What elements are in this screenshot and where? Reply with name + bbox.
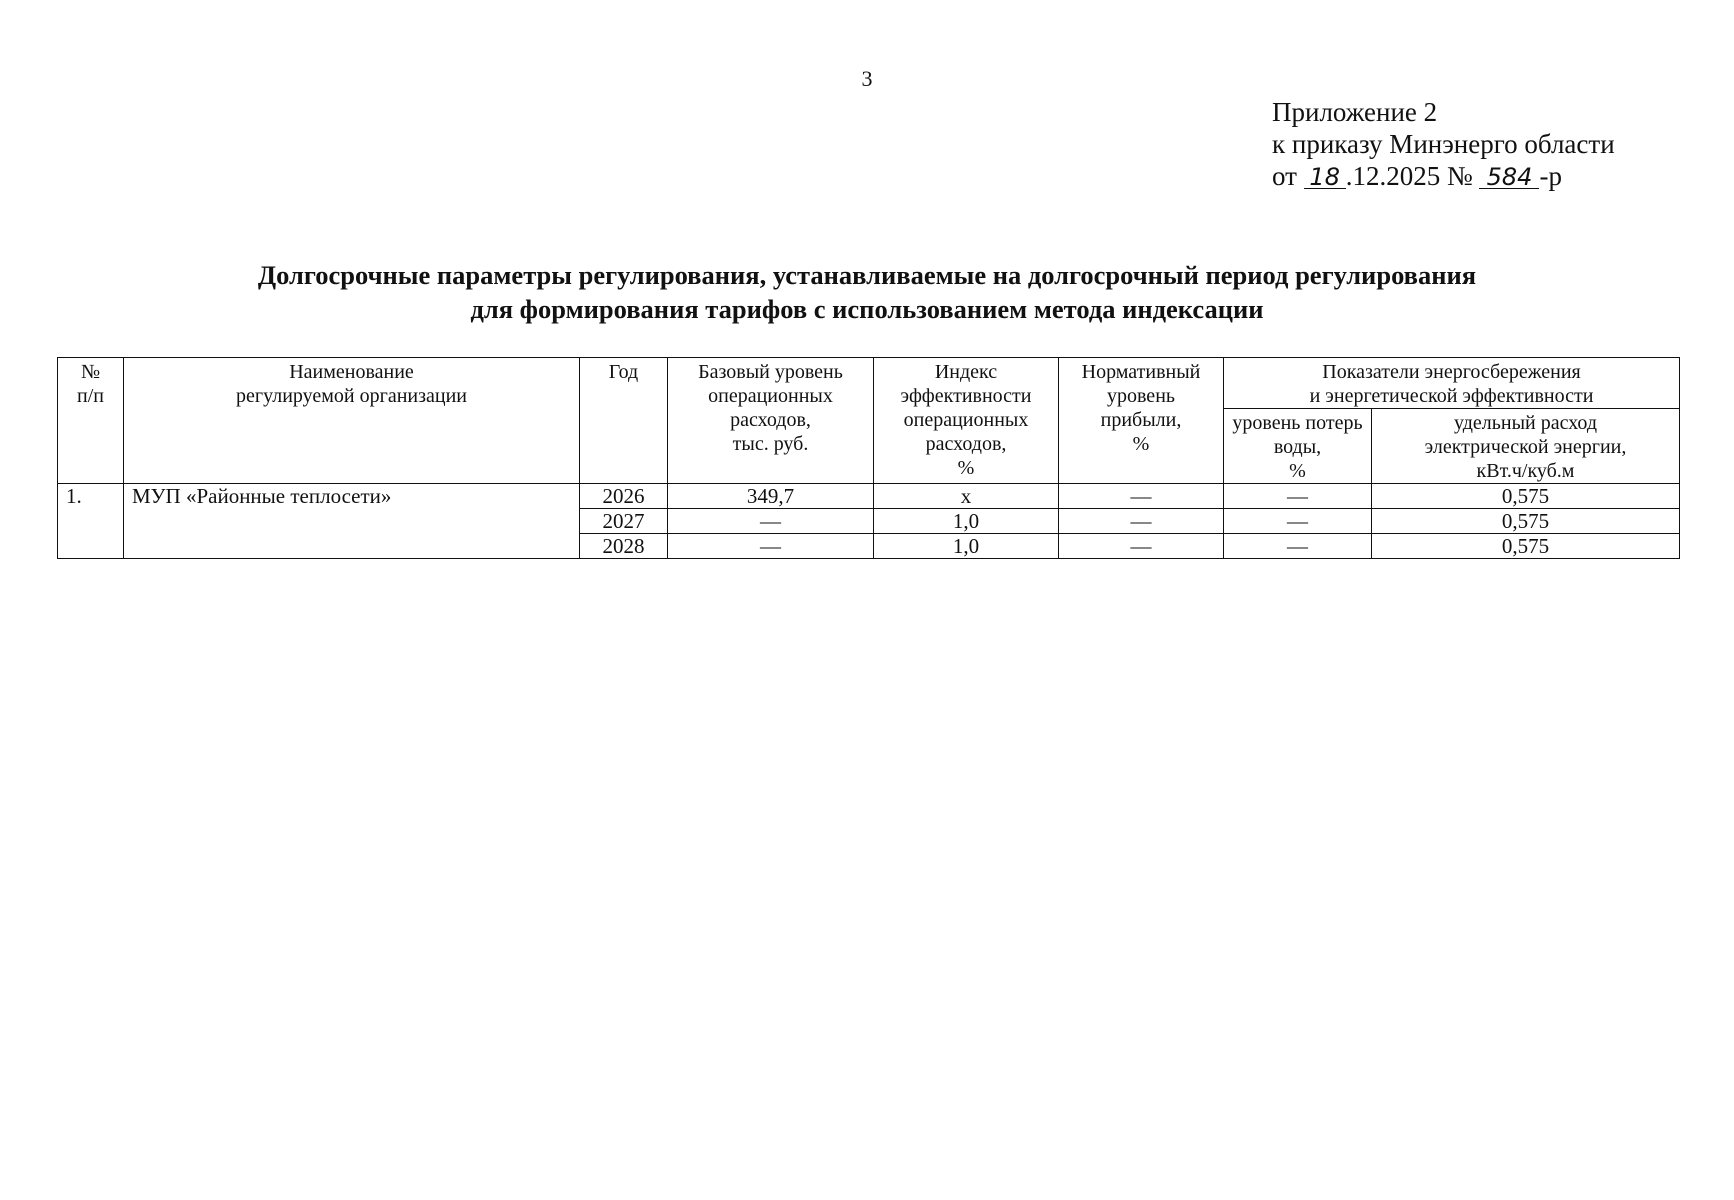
cell-power: 0,575	[1372, 534, 1680, 559]
cell-base: —	[668, 509, 874, 534]
order-suffix: -р	[1539, 161, 1562, 191]
title-line-1: Долгосрочные параметры регулирования, устанавливаемые на долгосрочный период регулирования	[257, 260, 1477, 290]
date-rest: .12.2025 №	[1345, 161, 1473, 191]
header-profit-level: Нормативный уровень прибыли, %	[1059, 358, 1224, 484]
parameters-table	[57, 357, 1680, 559]
appendix-block	[1272, 96, 1615, 192]
header-energy-group: Показатели энергосбережения и энергетической эффективности	[1224, 358, 1680, 409]
appendix-line-2: к приказу Минэнерго области	[1272, 129, 1615, 159]
header-base-level: Базовый уровень операционных расходов, тыс. руб.	[668, 358, 874, 484]
header-water-loss: уровень потерь воды, %	[1224, 409, 1372, 484]
cell-profit: —	[1059, 534, 1224, 559]
cell-org-name: МУП «Районные теплосети»	[124, 484, 580, 559]
cell-index: 1,0	[874, 509, 1059, 534]
cell-power: 0,575	[1372, 509, 1680, 534]
cell-base: —	[668, 534, 874, 559]
cell-loss: —	[1224, 534, 1372, 559]
header-org-name: Наименование регулируемой организации	[124, 358, 580, 484]
cell-power: 0,575	[1372, 484, 1680, 509]
handwritten-day: 18	[1304, 166, 1346, 189]
header-power-consumption: удельный расход электрической энергии, кВт.ч/куб.м	[1372, 409, 1680, 484]
cell-year: 2026	[580, 484, 668, 509]
cell-index: 1,0	[874, 534, 1059, 559]
title-line-2: для формирования тарифов с использованием метода индексации	[470, 294, 1264, 324]
header-efficiency-index: Индекс эффективности операционных расходов, %	[874, 358, 1059, 484]
cell-org-num: 1.	[58, 484, 124, 559]
date-prefix: от	[1272, 161, 1297, 191]
document-title	[0, 258, 1734, 326]
cell-year: 2027	[580, 509, 668, 534]
header-year: Год	[580, 358, 668, 484]
page-number: 3	[861, 66, 873, 91]
cell-profit: —	[1059, 484, 1224, 509]
cell-loss: —	[1224, 484, 1372, 509]
appendix-line-1: Приложение 2	[1272, 97, 1438, 127]
cell-loss: —	[1224, 509, 1372, 534]
appendix-date-line	[1272, 160, 1615, 192]
cell-profit: —	[1059, 509, 1224, 534]
cell-index: х	[874, 484, 1059, 509]
table-row	[58, 484, 1680, 509]
cell-year: 2028	[580, 534, 668, 559]
header-num: № п/п	[58, 358, 124, 484]
handwritten-order-number: 584	[1479, 166, 1539, 189]
cell-base: 349,7	[668, 484, 874, 509]
